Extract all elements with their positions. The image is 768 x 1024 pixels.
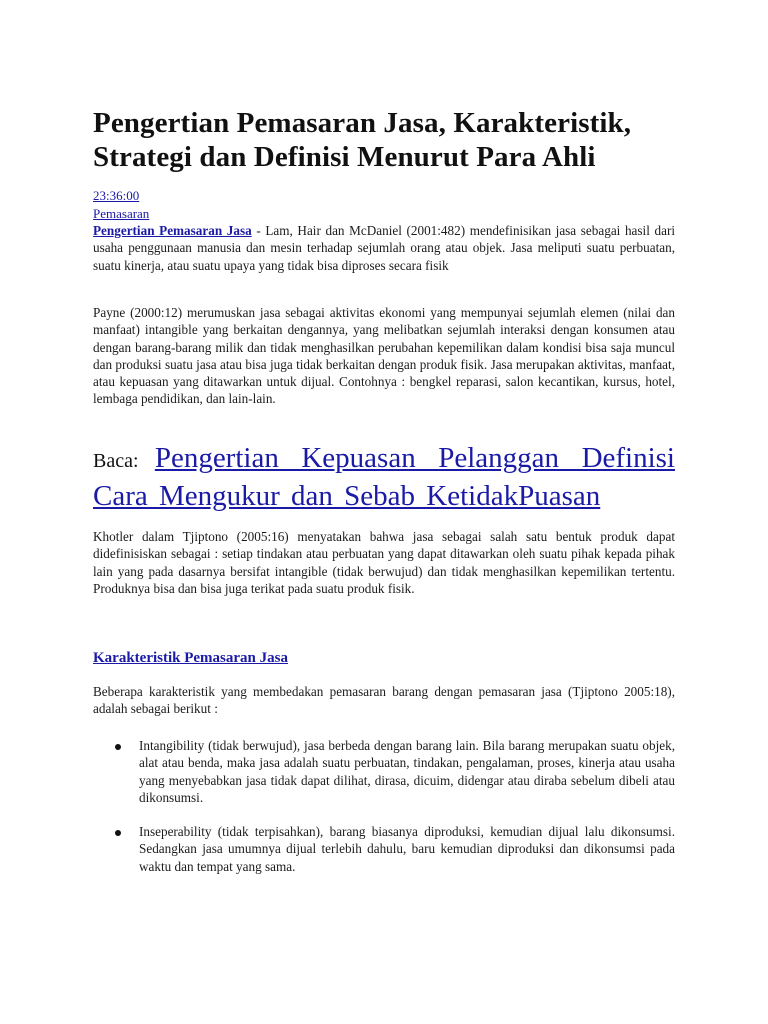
- paragraph-payne: Payne (2000:12) merumuskan jasa sebagai aktivitas ekonomi yang mempunyai sejumlah elemen (nilai dan manfaat) intangible yang berkaitan dengannya, yang melibatkan sejumlah interaksi dengan konsumen atau dengan barang-barang milik dan tidak menghasilkan perubahan kepemilikan dalam kondisi bisa saja muncul dan produksi suatu jasa atau bisa juga tidak berkaitan dengan produk fisik. Jasa merupakan aktivitas, manfaat, atau kepuasan yang ditawarkan untuk dijual. Contohnya : bengkel reparasi, salon kecantikan, kursus, hotel, lembaga pendidikan, dan lain-lain.: [93, 305, 675, 407]
- bullet-icon: [115, 830, 121, 836]
- intro-topic-link[interactable]: Pengertian Pemasaran Jasa: [93, 223, 252, 238]
- section-heading-karakteristik: [93, 648, 288, 668]
- article-title: Pengertian Pemasaran Jasa, Karakteristik, Strategi dan Definisi Menurut Para Ahli: [93, 107, 632, 173]
- read-also-label: Baca:: [93, 450, 155, 472]
- read-also-link[interactable]: Pengertian Kepuasan Pelanggan Definisi Cara Mengukur dan Sebab KetidakPuasan: [93, 442, 675, 512]
- list-item-text: Intangibility (tidak berwujud), jasa berbeda dengan barang lain. Bila barang merupakan suatu objek, alat atau benda, maka jasa adalah suatu perbuatan, tindakan, pengalaman, proses, kinerja atau usaha yang menyebabkan jasa tidak dapat dilihat, dirasa, dicuim, didengar atau diraba sebelum dibeli atau dikonsumsi.: [139, 738, 675, 805]
- timestamp-link[interactable]: 23:36:00: [93, 188, 140, 203]
- intro-paragraph: [93, 222, 675, 274]
- list-item-text: Inseperability (tidak terpisahkan), barang biasanya diproduksi, kemudian dijual lalu dikonsumsi. Sedangkan jasa umumnya dijual terlebih dahulu, baru kemudian diproduksi dan dikonsumsi pada waktu dan tempat yang sama.: [139, 824, 675, 874]
- post-timestamp: [93, 187, 139, 204]
- bullet-icon: [115, 744, 121, 750]
- paragraph-characteristics-intro: Beberapa karakteristik yang membedakan pemasaran barang dengan pemasaran jasa (Tjiptono 2005:18), adalah sebagai berikut :: [93, 684, 675, 717]
- intro-text: - Lam, Hair dan McDaniel (2001:482) mendefinisikan jasa sebagai hasil dari usaha penggunaan manusia dan mesin terhadap sejumlah orang atau objek. Jasa meliputi suatu perbuatan, suatu kinerja, atau suatu upaya yang tidak bisa diproses secara fisik: [93, 223, 675, 273]
- post-category: [93, 205, 149, 222]
- section-heading-link[interactable]: Karakteristik Pemasaran Jasa: [93, 650, 288, 666]
- read-also-block: [93, 441, 675, 514]
- category-link[interactable]: Pemasaran: [93, 206, 150, 221]
- paragraph-khotler: Khotler dalam Tjiptono (2005:16) menyatakan bahwa jasa sebagai salah satu bentuk produk dapat didefinisiskan sebagai : setiap tindakan atau perbuatan yang dapat ditawarkan oleh suatu pihak kepada pihak lain yang pada dasarnya bersifat intangible (tidak berwujud) dan tidak menghasilkan kepemilikan tertentu. Produknya bisa dan bisa juga terikat pada suatu produk fisik.: [93, 529, 675, 596]
